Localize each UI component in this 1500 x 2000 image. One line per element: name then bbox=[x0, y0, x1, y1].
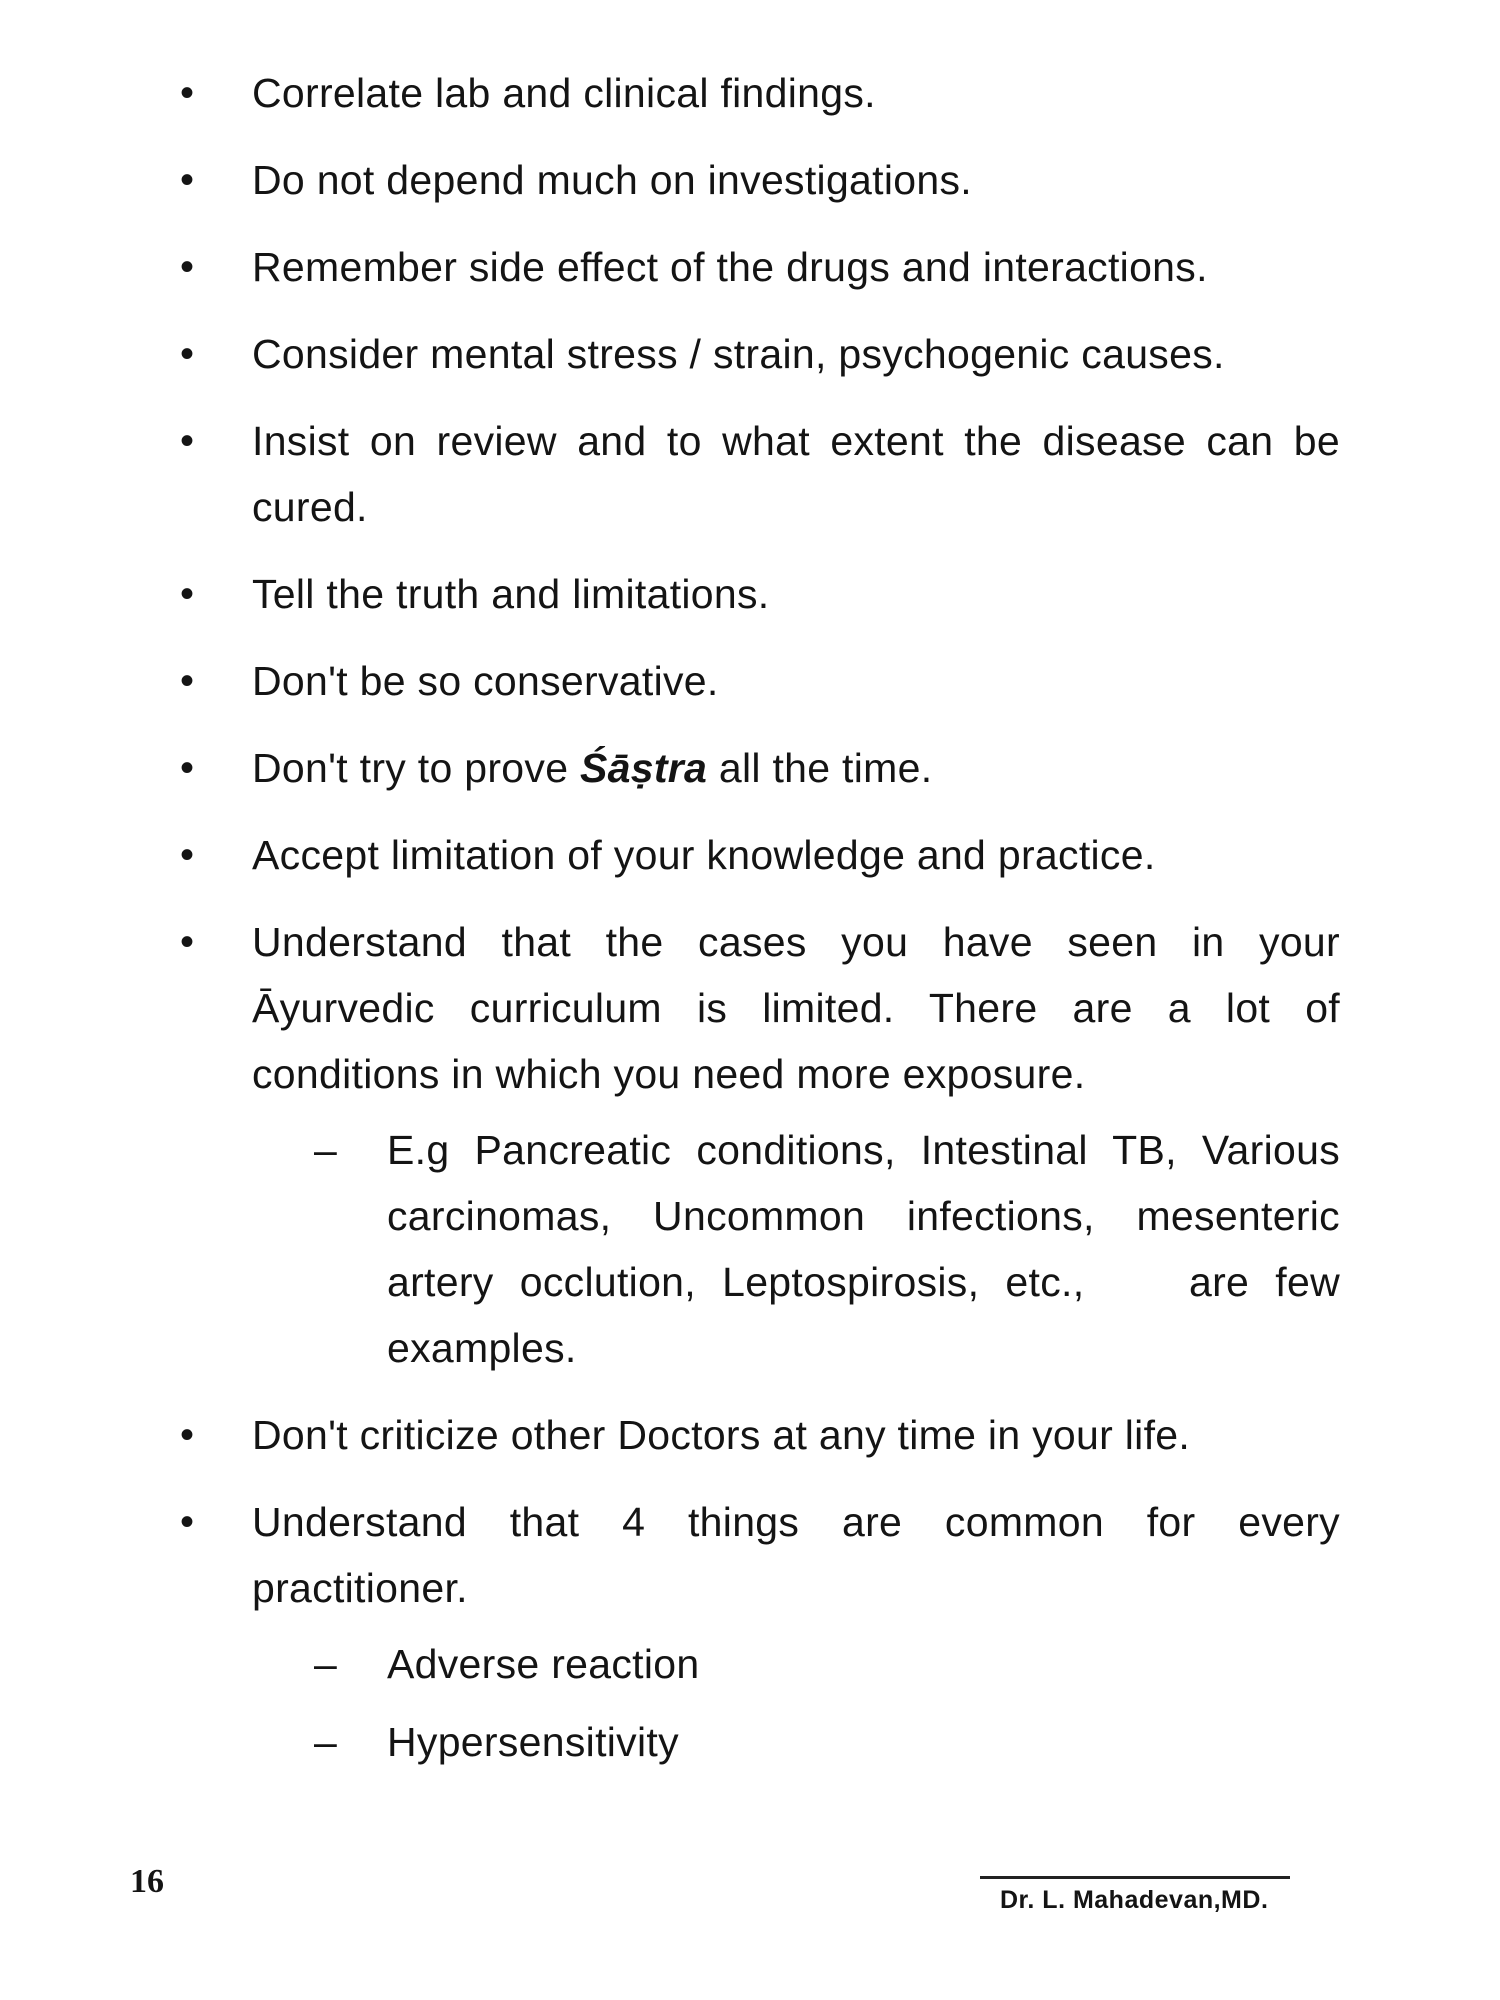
bullet-icon: • bbox=[180, 659, 195, 703]
sub-list-item bbox=[252, 1709, 1340, 1775]
list-item bbox=[180, 735, 1340, 801]
list-item-text: Tell the truth and limitations. bbox=[252, 571, 770, 617]
bullet-icon: • bbox=[180, 419, 195, 463]
list-item bbox=[180, 822, 1340, 888]
sub-list-item-text: E.g Pancreatic conditions, Intestinal TB, Various carcinomas, Uncommon infections, mesenteric artery occlution, Leptospirosis, etc., are few examples. bbox=[387, 1127, 1352, 1371]
list-item bbox=[180, 408, 1340, 540]
list-item-text: Correlate lab and clinical findings. bbox=[252, 70, 876, 116]
list-item bbox=[180, 909, 1352, 1381]
bullet-icon: • bbox=[180, 1500, 195, 1544]
bullet-icon: • bbox=[180, 158, 195, 202]
list-item-text: Don't be so conservative. bbox=[252, 658, 719, 704]
bullet-icon: • bbox=[180, 833, 195, 877]
sub-list-item bbox=[252, 1117, 1352, 1381]
list-item-text: Remember side effect of the drugs and interactions. bbox=[252, 244, 1208, 290]
sub-list bbox=[252, 1631, 1340, 1775]
list-item-text: Consider mental stress / strain, psychogenic causes. bbox=[252, 331, 1225, 377]
bullet-icon: • bbox=[180, 746, 195, 790]
list-item bbox=[180, 1489, 1340, 1775]
bullet-list bbox=[180, 60, 1352, 1796]
bullet-icon: • bbox=[180, 332, 195, 376]
dash-icon: – bbox=[314, 1641, 338, 1687]
list-item-text: Understand that the cases you have seen in your Āyurvedic curriculum is limited. There are a lot of conditions in which you need more exposure. bbox=[252, 919, 1340, 1097]
list-item-text: Insist on review and to what extent the disease can be cured. bbox=[252, 418, 1340, 530]
dash-icon: – bbox=[314, 1719, 338, 1765]
list-item bbox=[180, 561, 1340, 627]
list-item bbox=[180, 1402, 1340, 1468]
bullet-icon: • bbox=[180, 920, 195, 964]
list-item bbox=[180, 60, 1340, 126]
footer-divider bbox=[980, 1876, 1290, 1879]
bullet-icon: • bbox=[180, 71, 195, 115]
sastra-term: Śāṣtra bbox=[580, 745, 708, 791]
author-credit: Dr. L. Mahadevan,MD. bbox=[1000, 1886, 1269, 1914]
text-before-term: Don't try to prove bbox=[252, 745, 580, 791]
list-item bbox=[180, 648, 1340, 714]
sub-list-item-text: Adverse reaction bbox=[387, 1641, 700, 1687]
bullet-icon: • bbox=[180, 572, 195, 616]
list-item-text: Accept limitation of your knowledge and practice. bbox=[252, 832, 1156, 878]
list-item bbox=[180, 147, 1340, 213]
list-item bbox=[180, 234, 1340, 300]
list-item-text: Understand that 4 things are common for every practitioner. bbox=[252, 1499, 1340, 1611]
page-number: 16 bbox=[130, 1863, 164, 1900]
sub-list-item-text: Hypersensitivity bbox=[387, 1719, 679, 1765]
bullet-icon: • bbox=[180, 1413, 195, 1457]
bullet-icon: • bbox=[180, 245, 195, 289]
list-item-text: Do not depend much on investigations. bbox=[252, 157, 972, 203]
dash-icon: – bbox=[314, 1127, 338, 1173]
sub-list-item bbox=[252, 1631, 1340, 1697]
list-item-text: Don't criticize other Doctors at any time in your life. bbox=[252, 1412, 1191, 1458]
list-item bbox=[180, 321, 1340, 387]
list-item-text bbox=[252, 745, 932, 791]
sub-list bbox=[252, 1117, 1352, 1381]
text-after-term: all the time. bbox=[707, 745, 933, 791]
